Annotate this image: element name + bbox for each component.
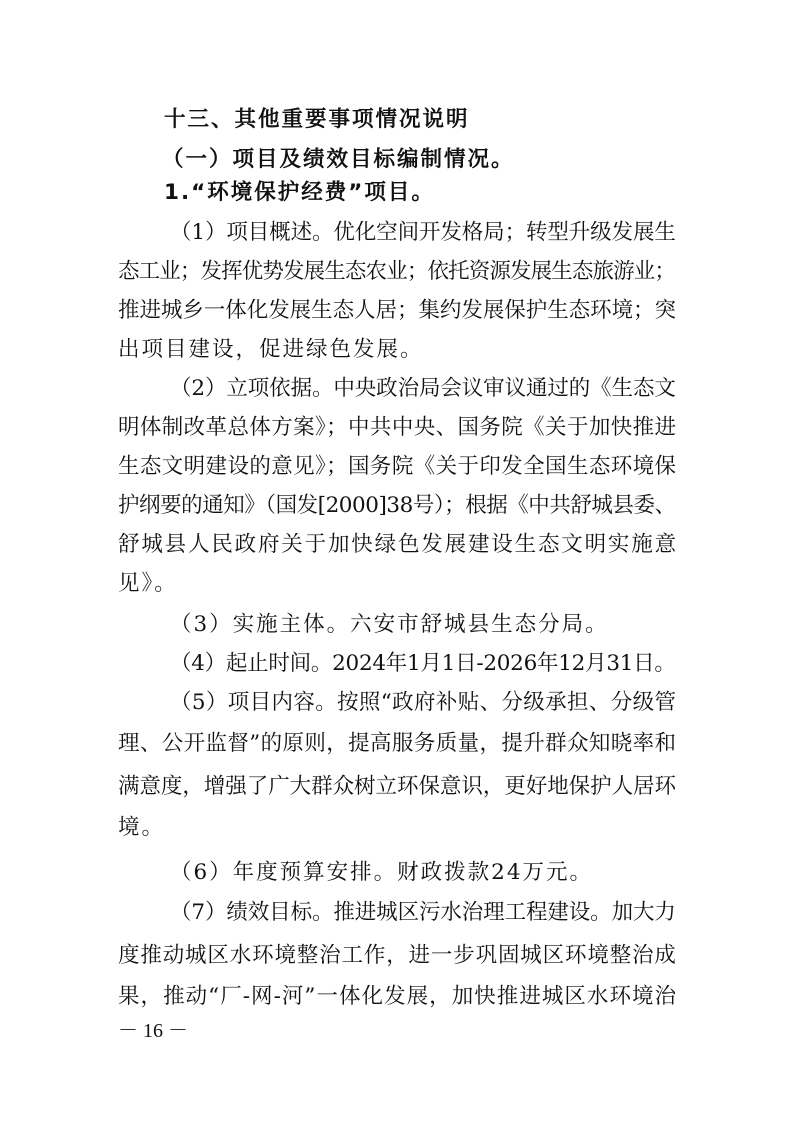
body-line: 舒城县人民政府关于加快绿色发展建设生态文明实施意	[118, 532, 678, 557]
body-line: （4）起止时间。2024年1月1日-2026年12月31日。	[170, 651, 676, 676]
body-line: 满意度，增强了广大群众树立环保意识，更好地保护人居环	[118, 774, 676, 799]
body-line: 果，推动“厂-网-河”一体化发展，加快推进城区水环境治	[118, 984, 678, 1009]
body-line: 出项目建设，促进绿色发展。	[118, 337, 424, 362]
body-line: （7）绩效目标。推进城区污水治理工程建设。加大力	[170, 900, 676, 925]
body-line: 生态文明建设的意见》；国务院《关于印发全国生态环境保	[118, 454, 677, 479]
page-number: － 16 －	[118, 1020, 188, 1042]
body-line: 度推动城区水环境整治工作，进一步巩固城区环境整治成	[118, 943, 677, 968]
body-line: 见》。	[118, 571, 178, 596]
body-line: 明体制改革总体方案》；中共中央、国务院《关于加快推进	[118, 415, 677, 440]
body-line: 态工业；发挥优势发展生态农业；依托资源发展生态旅游业；	[118, 259, 676, 284]
item-heading: 1.“环境保护经费”项目。	[164, 180, 435, 205]
body-line: （6）年度预算安排。财政拨款24万元。	[170, 860, 594, 885]
body-line: （1）项目概述。优化空间开发格局；转型升级发展生	[170, 220, 676, 245]
body-line: 境。	[118, 815, 166, 840]
body-line: 理、公开监督”的原则，提高服务质量，提升群众知晓率和	[118, 731, 677, 756]
section-heading: 十三、其他重要事项情况说明	[164, 107, 470, 132]
body-line: 推进城乡一体化发展生态人居；集约发展保护生态环境；突	[118, 298, 676, 323]
body-line: （2）立项依据。中央政治局会议审议通过的《生态文	[170, 376, 676, 401]
subsection-heading: （一）项目及绩效目标编制情况。	[162, 147, 515, 172]
body-line: （5）项目内容。按照“政府补贴、分级承担、分级管	[170, 690, 677, 715]
body-line: 护纲要的通知》（国发[2000]38号）；根据《中共舒城县委、	[118, 493, 676, 518]
body-line: （3）实施主体。六安市舒城县生态分局。	[170, 612, 609, 637]
